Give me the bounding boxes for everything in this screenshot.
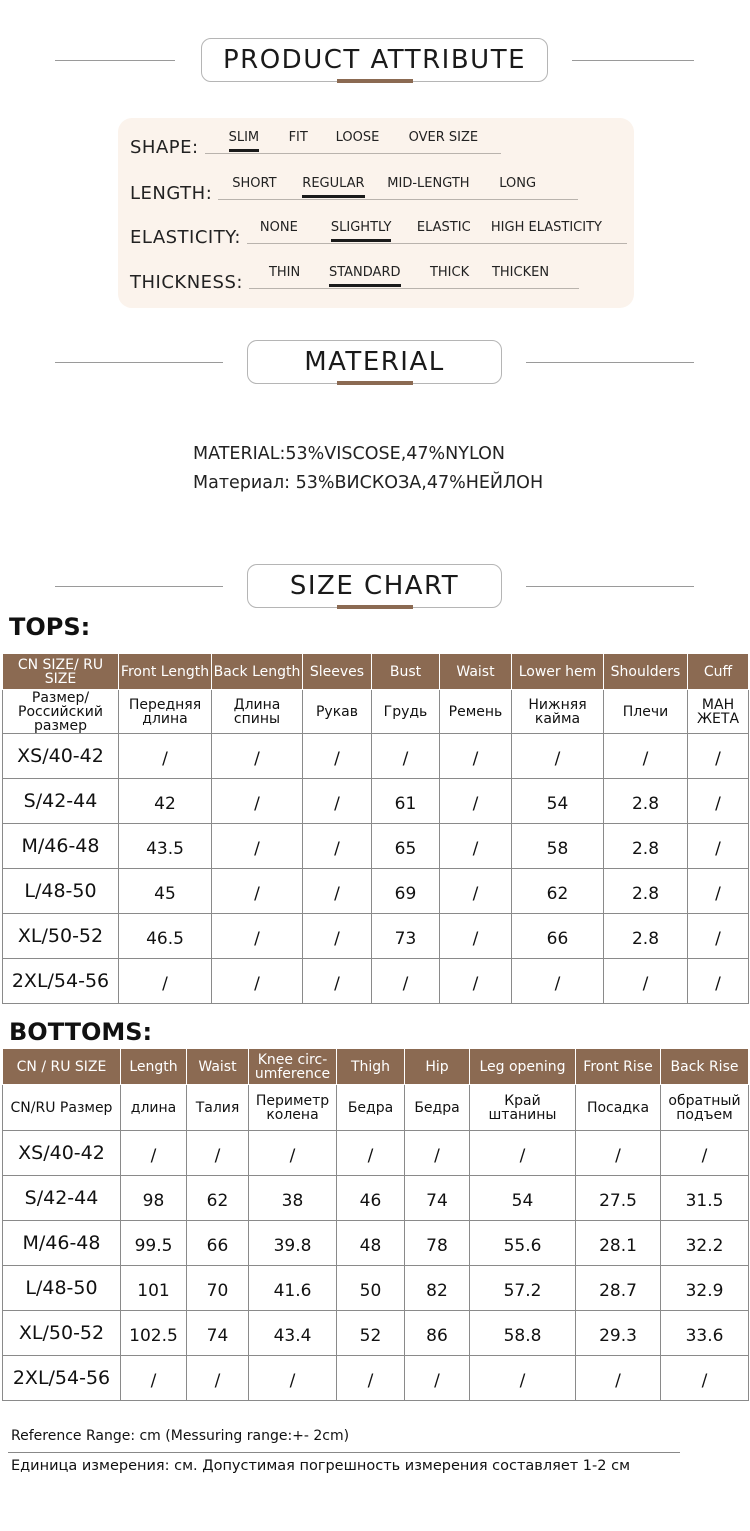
divider-line	[55, 586, 223, 587]
table-cell: Ремень	[440, 690, 512, 734]
table-cell: 82	[405, 1266, 470, 1311]
attr-option: THICKEN	[491, 265, 550, 280]
table-cell: /	[121, 1356, 187, 1401]
tops-title: TOPS:	[9, 613, 91, 641]
table-cell: /	[470, 1131, 576, 1176]
table-cell: 73	[372, 914, 440, 959]
table-cell: Hip	[405, 1049, 470, 1085]
table-cell: 28.1	[576, 1221, 661, 1266]
table-cell: длина	[121, 1085, 187, 1131]
size-cell: Размер/ Российский размер	[3, 690, 119, 734]
table-cell: 42	[119, 779, 212, 824]
attr-row-elasticity	[130, 218, 627, 248]
title-accent-bar	[337, 605, 413, 609]
table-cell: 78	[405, 1221, 470, 1266]
size-cell: XS/40-42	[3, 734, 119, 779]
table-row	[3, 779, 749, 824]
table-row	[3, 1176, 749, 1221]
table-cell: /	[576, 1131, 661, 1176]
size-cell: CN SIZE/ RU SIZE	[3, 654, 119, 690]
table-cell: 69	[372, 869, 440, 914]
divider-line	[8, 1452, 680, 1453]
material-ru	[193, 473, 613, 493]
table-cell: /	[337, 1131, 405, 1176]
size-cell: S/42-44	[3, 1176, 121, 1221]
material-title: MATERIAL	[304, 347, 445, 377]
attr-option: LOOSE	[335, 130, 380, 145]
table-cell: /	[303, 959, 372, 1004]
table-cell: 58	[512, 824, 604, 869]
table-cell: 41.6	[249, 1266, 337, 1311]
table-cell: /	[661, 1131, 749, 1176]
table-row	[3, 1266, 749, 1311]
table-cell: Bust	[372, 654, 440, 690]
section-title-pill	[247, 564, 502, 608]
table-cell: /	[212, 869, 303, 914]
table-cell: 43.5	[119, 824, 212, 869]
table-cell: Cuff	[688, 654, 749, 690]
table-row	[3, 1311, 749, 1356]
size-cell: CN/RU Размер	[3, 1085, 121, 1131]
table-header-row	[3, 1049, 749, 1085]
size-cell: M/46-48	[3, 1221, 121, 1266]
tops-size-table	[2, 653, 749, 1004]
table-cell: Посадка	[576, 1085, 661, 1131]
table-cell: Плечи	[604, 690, 688, 734]
table-cell: 52	[337, 1311, 405, 1356]
table-cell: 54	[470, 1176, 576, 1221]
attr-option: SHORT	[232, 176, 277, 191]
table-cell: /	[604, 734, 688, 779]
table-cell: Leg opening	[470, 1049, 576, 1085]
table-cell: /	[337, 1356, 405, 1401]
table-cell: /	[212, 959, 303, 1004]
table-cell: 70	[187, 1266, 249, 1311]
bottoms-size-table	[2, 1048, 749, 1401]
table-cell: 98	[121, 1176, 187, 1221]
table-cell: /	[372, 959, 440, 1004]
table-cell: 39.8	[249, 1221, 337, 1266]
table-cell: 101	[121, 1266, 187, 1311]
divider-line	[526, 586, 694, 587]
attr-option: HIGH ELASTICITY	[490, 220, 602, 235]
table-cell: Thigh	[337, 1049, 405, 1085]
attr-label: LENGTH:	[130, 183, 213, 204]
table-cell: /	[212, 824, 303, 869]
size-cell: XS/40-42	[3, 1131, 121, 1176]
table-cell: Sleeves	[303, 654, 372, 690]
table-cell: /	[303, 779, 372, 824]
size-cell: 2XL/54-56	[3, 959, 119, 1004]
table-cell: 102.5	[121, 1311, 187, 1356]
table-cell: /	[688, 959, 749, 1004]
material-ru-label: Материал:	[193, 473, 291, 493]
size-cell: XL/50-52	[3, 914, 119, 959]
attr-option: NONE	[259, 220, 298, 235]
bottoms-title: BOTTOMS:	[9, 1018, 153, 1046]
attr-row-thickness	[130, 263, 579, 293]
table-cell: 29.3	[576, 1311, 661, 1356]
material-ru-value: 53%ВИСКОЗА,47%НЕЙЛОН	[295, 473, 544, 493]
table-cell: 2.8	[604, 824, 688, 869]
table-cell: Бедра	[405, 1085, 470, 1131]
size-cell: CN / RU SIZE	[3, 1049, 121, 1085]
table-cell: 54	[512, 779, 604, 824]
table-cell: 62	[187, 1176, 249, 1221]
table-cell: 99.5	[121, 1221, 187, 1266]
table-cell: /	[440, 779, 512, 824]
table-cell: /	[187, 1131, 249, 1176]
section-title-pill	[247, 340, 502, 384]
table-cell: /	[212, 914, 303, 959]
table-cell: /	[303, 869, 372, 914]
table-cell: Передняя длина	[119, 690, 212, 734]
table-header-ru-row	[3, 690, 749, 734]
table-cell: Нижняя кайма	[512, 690, 604, 734]
table-cell: 50	[337, 1266, 405, 1311]
attribute-panel	[118, 118, 634, 308]
product-attribute-title: PRODUCT ATTRIBUTE	[222, 45, 527, 75]
table-cell: Front Length	[119, 654, 212, 690]
table-cell: обратный подъем	[661, 1085, 749, 1131]
table-cell: /	[249, 1131, 337, 1176]
table-row	[3, 734, 749, 779]
table-cell: Lower hem	[512, 654, 604, 690]
table-header-row	[3, 654, 749, 690]
table-cell: 28.7	[576, 1266, 661, 1311]
table-cell: /	[440, 734, 512, 779]
section-title-pill	[201, 38, 548, 82]
table-cell: 2.8	[604, 914, 688, 959]
title-accent-bar	[337, 381, 413, 385]
table-cell: /	[512, 734, 604, 779]
table-cell: /	[576, 1356, 661, 1401]
size-cell: L/48-50	[3, 869, 119, 914]
attr-label: THICKNESS:	[130, 272, 243, 293]
table-cell: /	[405, 1131, 470, 1176]
table-cell: /	[688, 824, 749, 869]
size-chart-header	[0, 564, 750, 610]
attr-row-shape	[130, 128, 501, 158]
table-cell: Грудь	[372, 690, 440, 734]
attr-option: OVER SIZE	[408, 130, 479, 145]
divider-line	[55, 60, 175, 61]
table-cell: Периметр колена	[249, 1085, 337, 1131]
table-cell: /	[303, 824, 372, 869]
table-cell: /	[303, 734, 372, 779]
attr-options	[218, 170, 578, 200]
table-cell: /	[187, 1356, 249, 1401]
table-cell: Длина спины	[212, 690, 303, 734]
table-cell: 57.2	[470, 1266, 576, 1311]
table-cell: 32.9	[661, 1266, 749, 1311]
attr-option: THICK	[429, 265, 470, 280]
table-cell: /	[121, 1131, 187, 1176]
table-cell: /	[372, 734, 440, 779]
table-cell: /	[688, 869, 749, 914]
divider-line	[55, 362, 223, 363]
material-en-label: MATERIAL:	[193, 444, 286, 464]
divider-line	[572, 60, 694, 61]
table-cell: /	[470, 1356, 576, 1401]
table-cell: 2.8	[604, 779, 688, 824]
table-cell: 33.6	[661, 1311, 749, 1356]
table-cell: 55.6	[470, 1221, 576, 1266]
table-header-ru-row	[3, 1085, 749, 1131]
table-cell: 66	[187, 1221, 249, 1266]
size-chart-title: SIZE CHART	[289, 571, 460, 601]
table-row	[3, 1131, 749, 1176]
divider-line	[526, 362, 694, 363]
table-cell: Length	[121, 1049, 187, 1085]
table-cell: 86	[405, 1311, 470, 1356]
table-row	[3, 869, 749, 914]
table-cell: /	[212, 734, 303, 779]
table-cell: /	[688, 914, 749, 959]
table-cell: Талия	[187, 1085, 249, 1131]
table-cell: 45	[119, 869, 212, 914]
table-cell: Back Length	[212, 654, 303, 690]
attr-options	[247, 214, 627, 244]
table-cell: Shoulders	[604, 654, 688, 690]
table-cell: 46.5	[119, 914, 212, 959]
attr-row-length	[130, 174, 578, 204]
attr-label: ELASTICITY:	[130, 227, 241, 248]
table-cell: 62	[512, 869, 604, 914]
reference-range-en: Reference Range: cm (Messuring range:+- 2cm)	[11, 1428, 350, 1444]
table-cell: /	[119, 734, 212, 779]
table-cell: Waist	[187, 1049, 249, 1085]
table-cell: 74	[187, 1311, 249, 1356]
table-cell: /	[405, 1356, 470, 1401]
table-cell: 32.2	[661, 1221, 749, 1266]
table-row	[3, 914, 749, 959]
attr-options	[205, 124, 501, 154]
table-cell: 74	[405, 1176, 470, 1221]
reference-range-ru: Единица измерения: см. Допустимая погрешность измерения составляет 1-2 см	[11, 1458, 631, 1474]
size-cell: M/46-48	[3, 824, 119, 869]
title-accent-bar	[337, 79, 413, 83]
table-cell: /	[119, 959, 212, 1004]
size-cell: L/48-50	[3, 1266, 121, 1311]
table-cell: /	[303, 914, 372, 959]
table-cell: /	[440, 824, 512, 869]
table-cell: Рукав	[303, 690, 372, 734]
table-row	[3, 1356, 749, 1401]
attr-option-selected: SLIGHTLY	[330, 220, 392, 235]
table-cell: 43.4	[249, 1311, 337, 1356]
table-cell: МАН ЖЕТА	[688, 690, 749, 734]
table-cell: /	[440, 914, 512, 959]
table-cell: 38	[249, 1176, 337, 1221]
table-cell: 66	[512, 914, 604, 959]
table-cell: Knee circ- umference	[249, 1049, 337, 1085]
table-cell: Waist	[440, 654, 512, 690]
table-cell: 27.5	[576, 1176, 661, 1221]
material-en-value: 53%VISCOSE,47%NYLON	[285, 444, 505, 464]
attr-option: THIN	[268, 265, 301, 280]
table-cell: /	[249, 1356, 337, 1401]
size-cell: S/42-44	[3, 779, 119, 824]
table-cell: Back Rise	[661, 1049, 749, 1085]
attr-option-selected: SLIM	[228, 130, 260, 145]
size-cell: XL/50-52	[3, 1311, 121, 1356]
table-row	[3, 959, 749, 1004]
table-cell: 46	[337, 1176, 405, 1221]
table-cell: /	[440, 959, 512, 1004]
attr-label: SHAPE:	[130, 137, 199, 158]
table-cell: Бедра	[337, 1085, 405, 1131]
table-row	[3, 1221, 749, 1266]
attr-options	[249, 259, 579, 289]
table-cell: /	[212, 779, 303, 824]
table-cell: /	[440, 869, 512, 914]
table-cell: Край штанины	[470, 1085, 576, 1131]
size-cell: 2XL/54-56	[3, 1356, 121, 1401]
table-cell: /	[512, 959, 604, 1004]
table-cell: 31.5	[661, 1176, 749, 1221]
table-row	[3, 824, 749, 869]
table-cell: 2.8	[604, 869, 688, 914]
attr-option-selected: REGULAR	[302, 176, 365, 191]
attr-option: ELASTIC	[416, 220, 471, 235]
attr-option: LONG	[499, 176, 537, 191]
material-en	[193, 444, 613, 464]
table-cell: /	[688, 734, 749, 779]
table-cell: 48	[337, 1221, 405, 1266]
table-cell: /	[688, 779, 749, 824]
attr-option-selected: STANDARD	[328, 265, 401, 280]
table-cell: /	[604, 959, 688, 1004]
table-cell: Front Rise	[576, 1049, 661, 1085]
attr-option: FIT	[288, 130, 308, 145]
table-cell: 58.8	[470, 1311, 576, 1356]
table-cell: 61	[372, 779, 440, 824]
material-header	[0, 340, 750, 386]
table-cell: 65	[372, 824, 440, 869]
attr-option: MID-LENGTH	[387, 176, 470, 191]
table-cell: /	[661, 1356, 749, 1401]
product-attribute-header	[0, 38, 750, 84]
